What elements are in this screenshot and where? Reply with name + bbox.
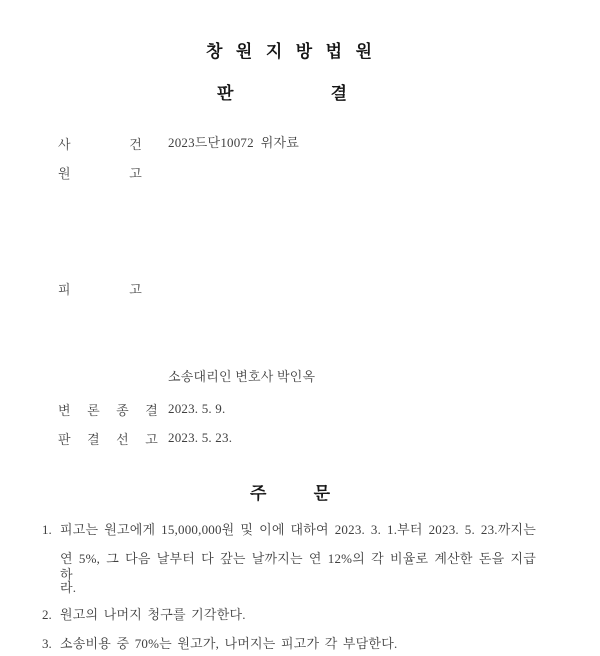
closing-date: 2023. 5. 9. <box>168 401 226 416</box>
order-heading: 주 문 <box>250 484 330 503</box>
case-label: 사 건 <box>58 137 142 152</box>
order-item-line: 원고의 나머지 청구를 기각한다. <box>60 607 246 622</box>
document-type-title: 판 결 <box>217 84 347 103</box>
case-row <box>58 135 142 155</box>
counsel-line: 소송대리인 변호사 박인옥 <box>168 369 316 384</box>
order-item-line: 소송비용 중 70%는 원고가, 나머지는 피고가 각 부담한다. <box>60 636 398 651</box>
closing-label: 변 론 종 결 <box>58 403 158 418</box>
order-item-line: 피고는 원고에게 15,000,000원 및 이에 대하여 2023. 3. 1.부터 2023. 5. 23.까지는 <box>60 522 536 537</box>
case-number: 2023드단10072 위자료 <box>168 135 299 150</box>
order-item-line: 연 5%, 그 다음 날부터 다 갚는 날까지는 연 12%의 각 비율로 계산한 돈을 지급하 <box>60 551 536 583</box>
plaintiff-row <box>58 164 142 184</box>
order-item-number: 3. <box>42 636 52 651</box>
court-name-title: 창 원 지 방 법 원 <box>206 42 372 61</box>
sentencing-label: 판 결 선 고 <box>58 432 158 447</box>
sentencing-date: 2023. 5. 23. <box>168 430 233 445</box>
order-item-line: 라. <box>60 580 77 595</box>
plaintiff-label: 원 고 <box>58 166 142 181</box>
sentencing-row <box>58 430 158 450</box>
order-item-number: 2. <box>42 607 52 622</box>
closing-row <box>58 401 158 421</box>
defendant-label: 피 고 <box>58 282 142 297</box>
order-item-number: 1. <box>42 522 52 537</box>
defendant-row <box>58 280 142 300</box>
